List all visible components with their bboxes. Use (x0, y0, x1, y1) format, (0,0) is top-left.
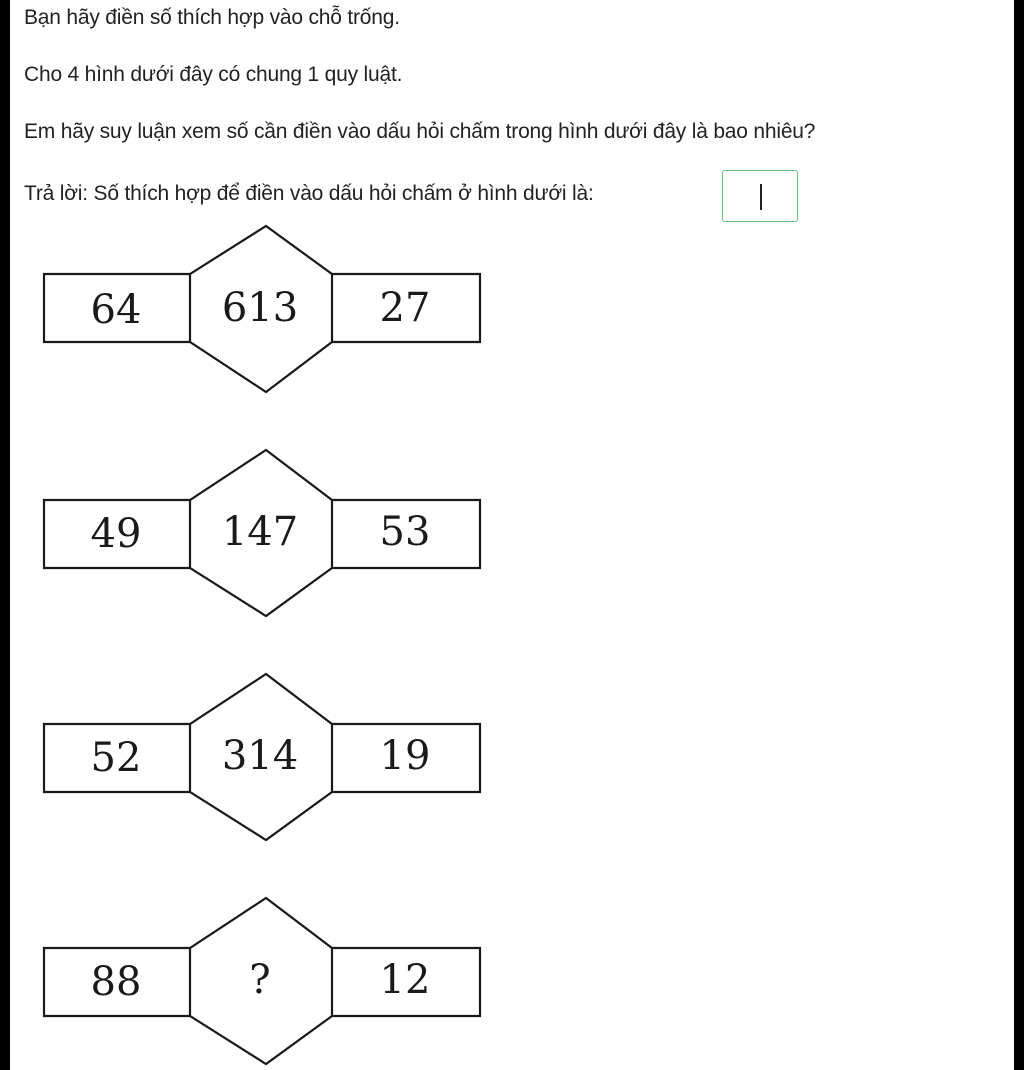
figure-4-center-number: ? (249, 957, 271, 1003)
figure-3-center-number: 314 (221, 733, 299, 779)
prompt-text: Em hãy suy luận xem số cần điền vào dấu hỏi chấm trong hình dưới đây là bao nhiêu? (24, 120, 816, 143)
figure-1-right-number: 27 (379, 285, 431, 331)
text-caret (760, 184, 762, 210)
rule-text: Cho 4 hình dưới đây có chung 1 quy luật. (24, 63, 403, 86)
figure-2-right-number: 53 (379, 509, 431, 555)
figure-4-left-number: 88 (90, 959, 142, 1005)
figure-4-right-number: 12 (379, 957, 431, 1003)
figure-2 (42, 450, 482, 622)
figure-1-left-number: 64 (90, 287, 142, 333)
figure-2-center-number: 147 (221, 509, 299, 555)
figure-1 (42, 226, 482, 398)
figure-3-left-number: 52 (90, 735, 142, 781)
figure-3-right-number: 19 (379, 733, 431, 779)
figure-3 (42, 674, 482, 846)
figure-2-left-number: 49 (90, 511, 142, 557)
answer-label: Trả lời: Số thích hợp để điền vào dấu hỏi chấm ở hình dưới là: (24, 182, 594, 205)
figure-1-center-number: 613 (221, 285, 299, 331)
figure-4 (42, 898, 482, 1070)
instruction-text: Bạn hãy điền số thích hợp vào chỗ trống. (24, 6, 400, 29)
